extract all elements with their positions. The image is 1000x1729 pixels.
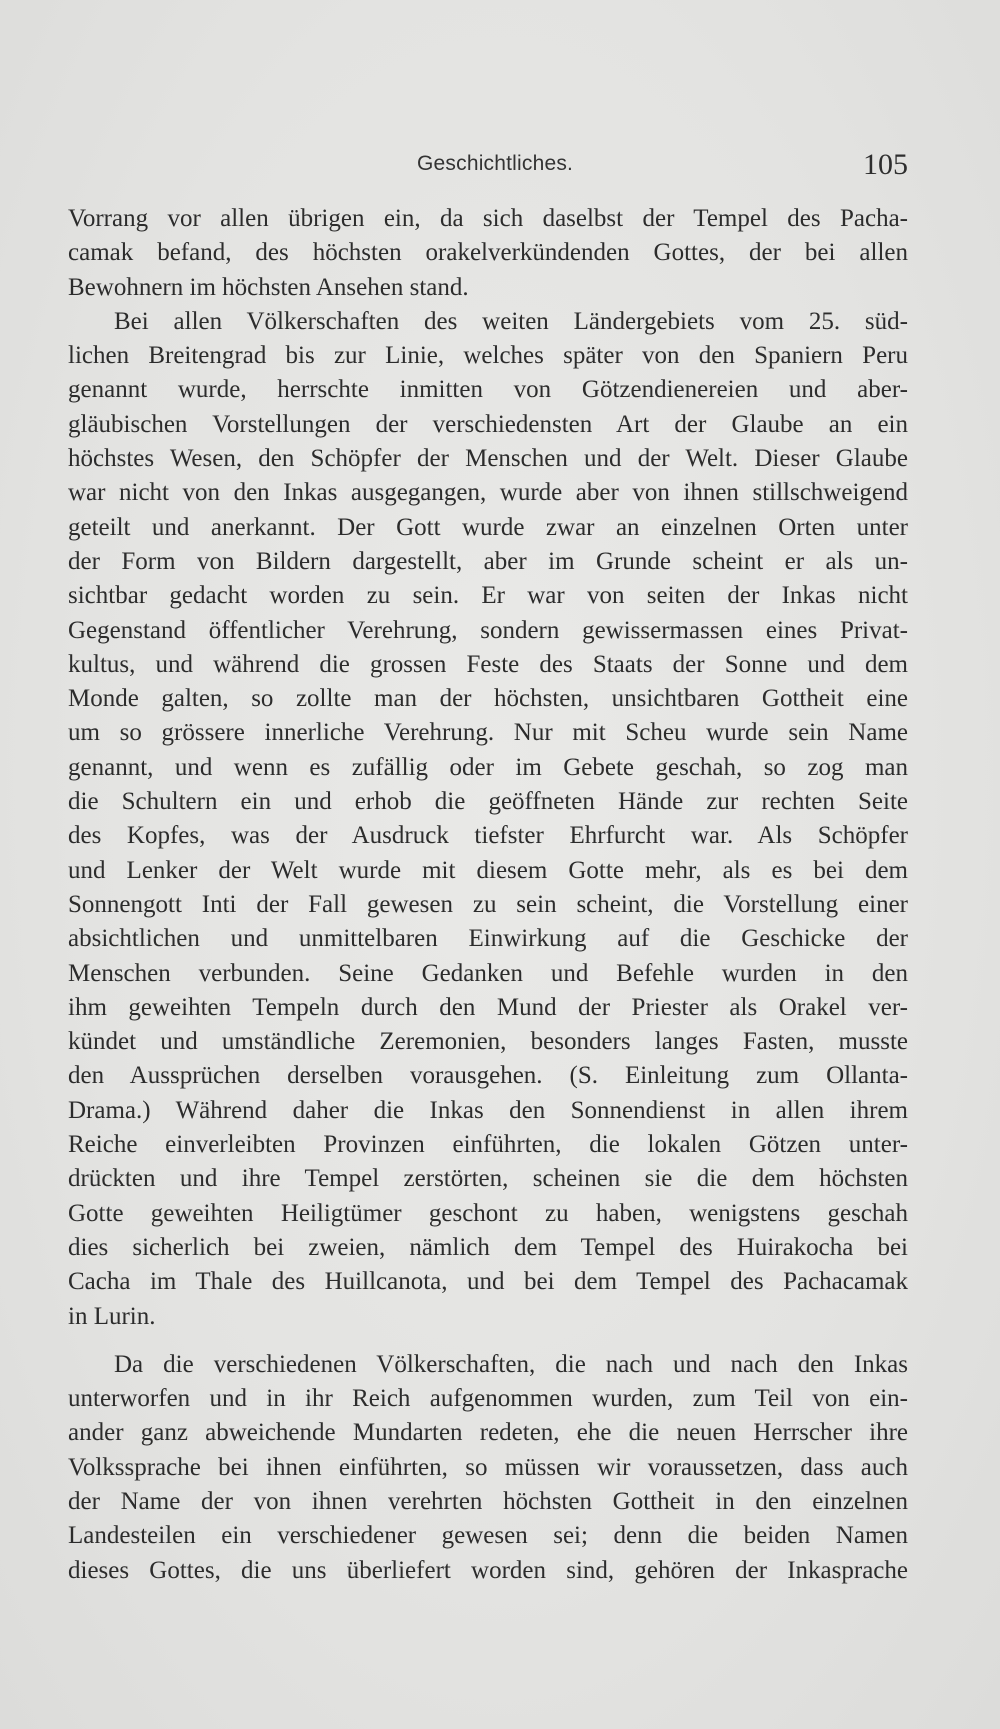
text-line: Monde galten, so zollte man der höchsten, unsichtbaren Gottheit eine xyxy=(68,685,908,713)
text-line: absichtlichen und unmittelbaren Einwirkung auf die Geschicke der xyxy=(68,925,908,953)
text-line: Volkssprache bei ihnen einführten, so müssen wir voraussetzen, dass auch xyxy=(68,1453,908,1481)
text-line: war nicht von den Inkas ausgegangen, wurde aber von ihnen stillschweigend xyxy=(68,479,908,507)
text-line: um so grössere innerliche Verehrung. Nur mit Scheu wurde sein Name xyxy=(68,719,908,747)
text-line: Gotte geweihten Heiligtümer geschont zu haben, wenigstens geschah xyxy=(68,1199,908,1227)
text-line: ander ganz abweichende Mundarten redeten, ehe die neuen Herrscher ihre xyxy=(68,1419,908,1447)
text-line: Bewohnern im höchsten Ansehen stand. xyxy=(68,273,469,301)
text-line: Vorrang vor allen übrigen ein, da sich daselbst der Tempel des Pacha- xyxy=(68,205,908,232)
body-text xyxy=(68,202,908,1588)
paragraph xyxy=(68,305,908,1334)
text-line: und Lenker der Welt wurde mit diesem Gotte mehr, als es bei dem xyxy=(68,856,908,884)
page-number: 105 xyxy=(863,148,908,181)
text-line: dies sicherlich bei zweien, nämlich dem Tempel des Huirakocha bei xyxy=(68,1233,908,1261)
paragraph xyxy=(68,1348,908,1588)
text-line: dieses Gottes, die uns überliefert worden sind, gehören der Inkasprache xyxy=(68,1556,908,1584)
text-line: in Lurin. xyxy=(68,1302,156,1330)
text-line: sichtbar gedacht worden zu sein. Er war von seiten der Inkas nicht xyxy=(68,582,908,610)
text-line: Landesteilen ein verschiedener gewesen sei; denn die beiden Namen xyxy=(68,1522,908,1550)
page-header xyxy=(68,148,908,188)
text-line: Drama.) Während daher die Inkas den Sonnendienst in allen ihrem xyxy=(68,1096,908,1124)
text-line: gläubischen Vorstellungen der verschiedensten Art der Glaube an ein xyxy=(68,410,908,438)
text-line: Da die verschiedenen Völkerschaften, die nach und nach den Inkas xyxy=(114,1350,908,1378)
text-line: ihm geweihten Tempeln durch den Mund der Priester als Orakel ver- xyxy=(68,993,908,1021)
running-head: Geschichtliches. xyxy=(417,152,574,175)
text-line: Bei allen Völkerschaften des weiten Ländergebiets vom 25. süd- xyxy=(114,307,908,335)
text-line: Reiche einverleibten Provinzen einführten, die lokalen Götzen unter- xyxy=(68,1131,908,1159)
text-line: des Kopfes, was der Ausdruck tiefster Ehrfurcht war. Als Schöpfer xyxy=(68,822,908,850)
text-line: kündet und umständliche Zeremonien, besonders langes Fasten, musste xyxy=(68,1028,908,1056)
text-line: den Aussprüchen derselben vorausgehen. (S. Einleitung zum Ollanta- xyxy=(68,1062,908,1090)
text-line: genannt wurde, herrschte inmitten von Götzendienereien und aber- xyxy=(68,376,908,404)
text-line: Cacha im Thale des Huillcanota, und bei dem Tempel des Pachacamak xyxy=(68,1268,908,1296)
text-line: drückten und ihre Tempel zerstörten, scheinen sie die dem höchsten xyxy=(68,1165,908,1193)
text-line: unterworfen und in ihr Reich aufgenommen wurden, zum Teil von ein- xyxy=(68,1385,908,1413)
text-line: genannt, und wenn es zufällig oder im Gebete geschah, so zog man xyxy=(68,753,908,781)
text-line: kultus, und während die grossen Feste des Staats der Sonne und dem xyxy=(68,650,908,678)
paragraph xyxy=(68,202,908,305)
text-line: geteilt und anerkannt. Der Gott wurde zwar an einzelnen Orten unter xyxy=(68,513,908,541)
text-line: der Name der von ihnen verehrten höchsten Gottheit in den einzelnen xyxy=(68,1487,908,1515)
text-line: der Form von Bildern dargestellt, aber im Grunde scheint er als un- xyxy=(68,547,908,575)
text-line: Sonnengott Inti der Fall gewesen zu sein scheint, die Vorstellung einer xyxy=(68,890,908,918)
text-line: lichen Breitengrad bis zur Linie, welches später von den Spaniern Peru xyxy=(68,342,908,370)
text-line: camak befand, des höchsten orakelverkündenden Gottes, der bei allen xyxy=(68,239,908,267)
text-line: Menschen verbunden. Seine Gedanken und Befehle wurden in den xyxy=(68,959,908,987)
text-line: die Schultern ein und erhob die geöffneten Hände zur rechten Seite xyxy=(68,788,908,816)
text-line: Gegenstand öffentlicher Verehrung, sondern gewissermassen eines Privat- xyxy=(68,616,908,644)
text-line: höchstes Wesen, den Schöpfer der Menschen und der Welt. Dieser Glaube xyxy=(68,445,908,473)
